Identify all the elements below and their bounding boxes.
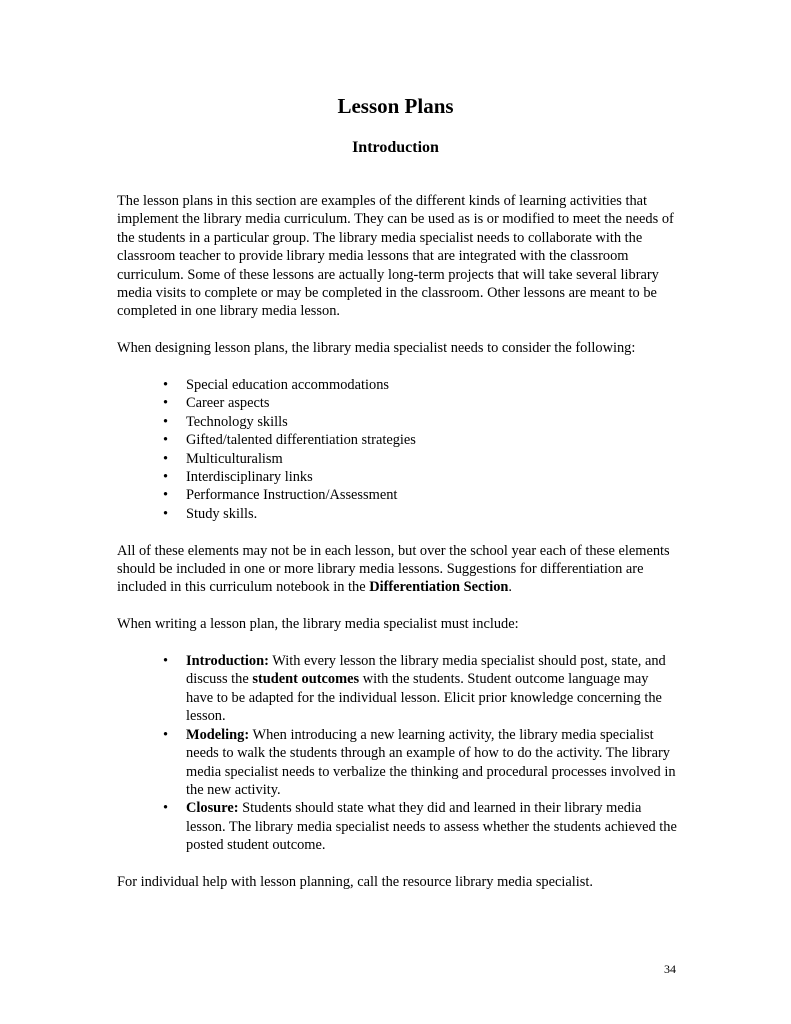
elements-end: . xyxy=(508,579,513,596)
bullet-icon: • xyxy=(163,432,169,449)
list-item-text: Gifted/talented differentiation strategies xyxy=(186,432,416,449)
consider-intro-paragraph: When designing lesson plans, the library media specialist needs to consider the following: xyxy=(117,340,636,357)
list-item-text: Performance Instruction/Assessment xyxy=(186,487,398,504)
bullet-icon: • xyxy=(163,726,169,743)
list-item-text: Interdisciplinary links xyxy=(186,469,313,486)
list-item xyxy=(117,505,677,523)
elements-paragraph xyxy=(117,542,677,597)
list-item xyxy=(117,413,677,431)
student-outcomes-term: student outcomes xyxy=(252,671,360,688)
item-text: With every lesson the library media specialist should post, state, and discuss the xyxy=(186,653,666,688)
bullet-icon: • xyxy=(163,505,169,522)
list-item-text: Special education accommodations xyxy=(186,377,390,394)
section-subtitle: Introduction xyxy=(352,139,439,156)
include-list xyxy=(117,652,677,854)
page-title: Lesson Plans xyxy=(337,94,454,118)
list-item xyxy=(117,431,677,449)
list-item-modeling xyxy=(117,726,677,800)
list-item-closure xyxy=(117,799,677,854)
item-label: Modeling: xyxy=(186,726,250,743)
bullet-icon: • xyxy=(163,653,169,670)
bullet-icon: • xyxy=(163,800,169,817)
item-text-after: with the students. Student outcome language may have to be adapted for the individual lesson. Elicit prior knowledge concerning the lesson. xyxy=(186,671,662,725)
consider-list xyxy=(117,376,677,523)
bullet-icon: • xyxy=(163,377,169,394)
list-item-text: Technology skills xyxy=(186,413,288,430)
differentiation-section-ref: Differentiation Section xyxy=(369,579,509,596)
document-body xyxy=(117,192,677,910)
bullet-icon: • xyxy=(163,487,169,504)
list-item-text: Career aspects xyxy=(186,395,270,412)
elements-text: All of these elements may not be in each lesson, but over the school year each of these elements should be included in one or more library media lessons. Suggestions for differentiation are included in this curriculum notebook in the xyxy=(117,542,670,596)
list-item-text: Study skills. xyxy=(186,505,258,522)
list-item xyxy=(117,486,677,504)
list-item xyxy=(117,394,677,412)
bullet-icon: • xyxy=(163,395,169,412)
include-intro-paragraph: When writing a lesson plan, the library media specialist must include: xyxy=(117,616,519,633)
list-item xyxy=(117,468,677,486)
item-label: Closure: xyxy=(186,800,239,817)
item-text: Students should state what they did and learned in their library media lesson. The library media specialist needs to assess whether the students achieved the posted student outcome. xyxy=(186,800,677,854)
closing-line: For individual help with lesson planning, call the resource library media specialist. xyxy=(117,873,593,890)
bullet-icon: • xyxy=(163,469,169,486)
bullet-icon: • xyxy=(163,450,169,467)
list-item-introduction xyxy=(117,652,677,726)
list-item xyxy=(117,376,677,394)
item-label: Introduction: xyxy=(186,653,269,670)
list-item-text: Multiculturalism xyxy=(186,450,283,467)
page-number: 34 xyxy=(664,962,676,976)
intro-paragraph: The lesson plans in this section are examples of the different kinds of learning activities that implement the library media curriculum. They can be used as is or modified to meet the needs of the students in a particular group. The library media specialist needs to collaborate with the classroom teacher to provide library media lessons that are integrated with the classroom curriculum. Some of these lessons are actually long-term projects that will take several library media visits to complete or may be completed in the classroom. Other lessons are meant to be completed in one library media lesson. xyxy=(117,193,674,320)
item-text: When introducing a new learning activity, the library media specialist needs to walk the students through an example of how to do the activity. The library media specialist needs to verbalize the thinking and procedural processes involved in the new activity. xyxy=(186,726,676,798)
list-item xyxy=(117,450,677,468)
bullet-icon: • xyxy=(163,413,169,430)
